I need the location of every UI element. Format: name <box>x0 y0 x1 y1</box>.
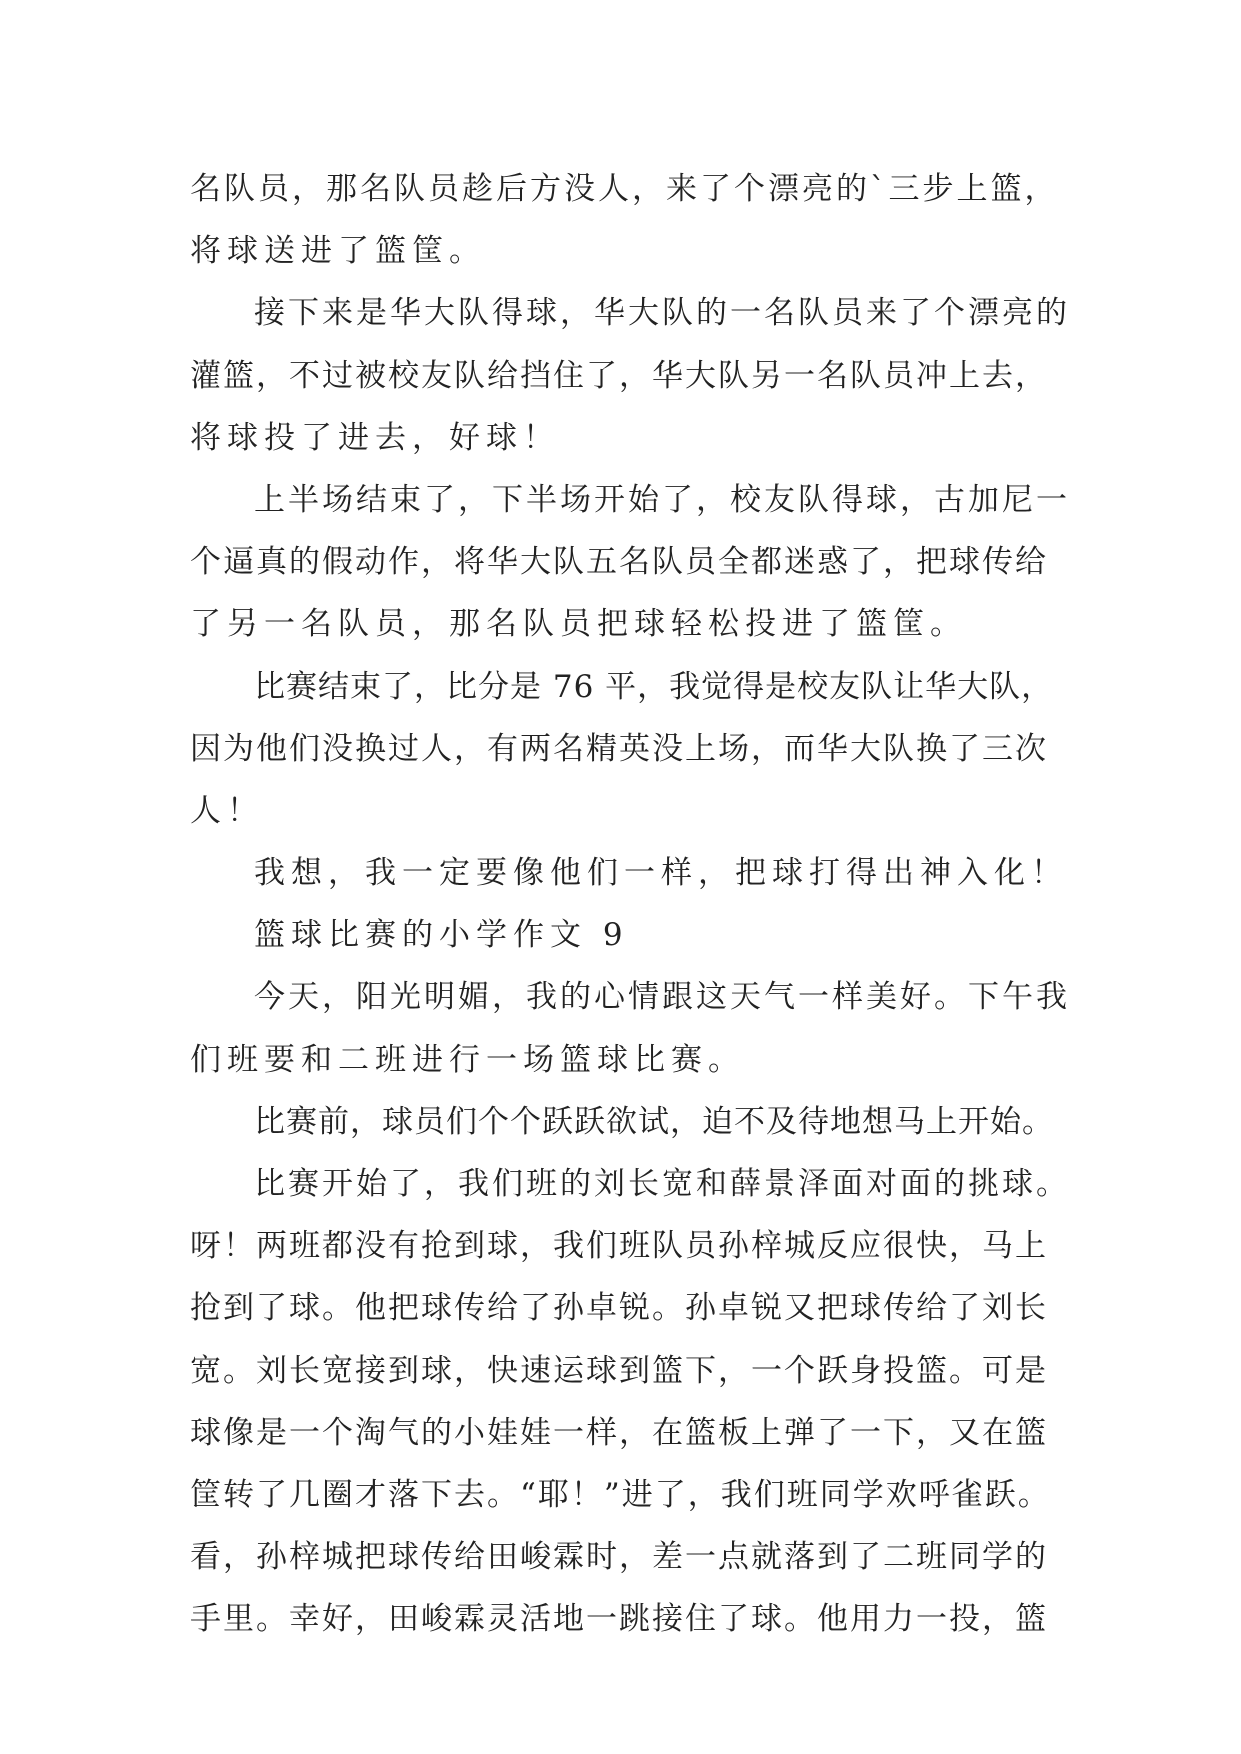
text-line: 名队员，那名队员趁后方没人，来了个漂亮的`三步上篮， <box>190 171 1059 207</box>
text-line: 今天，阳光明媚，我的心情跟这天气一样美好。下午我 <box>254 979 1070 1016</box>
text-line: 上半场结束了，下半场开始了，校友队得球，古加尼一 <box>254 481 1070 518</box>
text-line: 比赛前，球员们个个跃跃欲试，迫不及待地想马上开始。 <box>254 1103 1054 1140</box>
text-line: 了另一名队员，那名队员把球轻松投进了篮筐。 <box>190 606 967 643</box>
text-line: 球像是一个淘气的小娃娃一样，在篮板上弹了一下，又在篮 <box>190 1414 1048 1451</box>
text-line: 比赛结束了，比分是 76 平，我觉得是校友队让华大队， <box>254 668 1054 705</box>
text-line: 因为他们没换过人，有两名精英没上场，而华大队换了三次 <box>190 730 1048 767</box>
text-line: 个逼真的假动作，将华大队五名队员全都迷惑了，把球传给 <box>190 544 1048 581</box>
text-line: 宽。刘长宽接到球，快速运球到篮下，一个跃身投篮。可是 <box>190 1352 1048 1389</box>
text-line: 手里。幸好，田峻霖灵活地一跳接住了球。他用力一投，篮 <box>190 1601 1048 1638</box>
text-line: 筐转了几圈才落下去。“耶！”进了，我们班同学欢呼雀跃。 <box>190 1476 1051 1513</box>
section-heading: 篮球比赛的小学作文 9 <box>254 917 629 954</box>
text-line: 看，孙梓城把球传给田峻霖时，差一点就落到了二班同学的 <box>190 1539 1048 1576</box>
text-line: 抢到了球。他把球传给了孙卓锐。孙卓锐又把球传给了刘长 <box>190 1290 1048 1327</box>
text-line: 我想，我一定要像他们一样，把球打得出神入化！ <box>254 855 1068 892</box>
text-line: 比赛开始了，我们班的刘长宽和薛景泽面对面的挑球。 <box>254 1166 1070 1202</box>
essay-body <box>190 158 1070 1651</box>
text-line: 们班要和二班进行一场篮球比赛。 <box>190 1041 745 1078</box>
text-line: 人！ <box>190 792 264 829</box>
text-line: 灌篮，不过被校友队给挡住了，华大队另一名队员冲上去， <box>190 357 1048 394</box>
text-line: 呀！两班都没有抢到球，我们班队员孙梓城反应很快，马上 <box>190 1228 1048 1265</box>
text-line: 将球送进了篮筐。 <box>190 233 486 270</box>
text-line: 接下来是华大队得球，华大队的一名队员来了个漂亮的 <box>254 295 1070 332</box>
text-line: 将球投了进去，好球！ <box>190 419 560 456</box>
